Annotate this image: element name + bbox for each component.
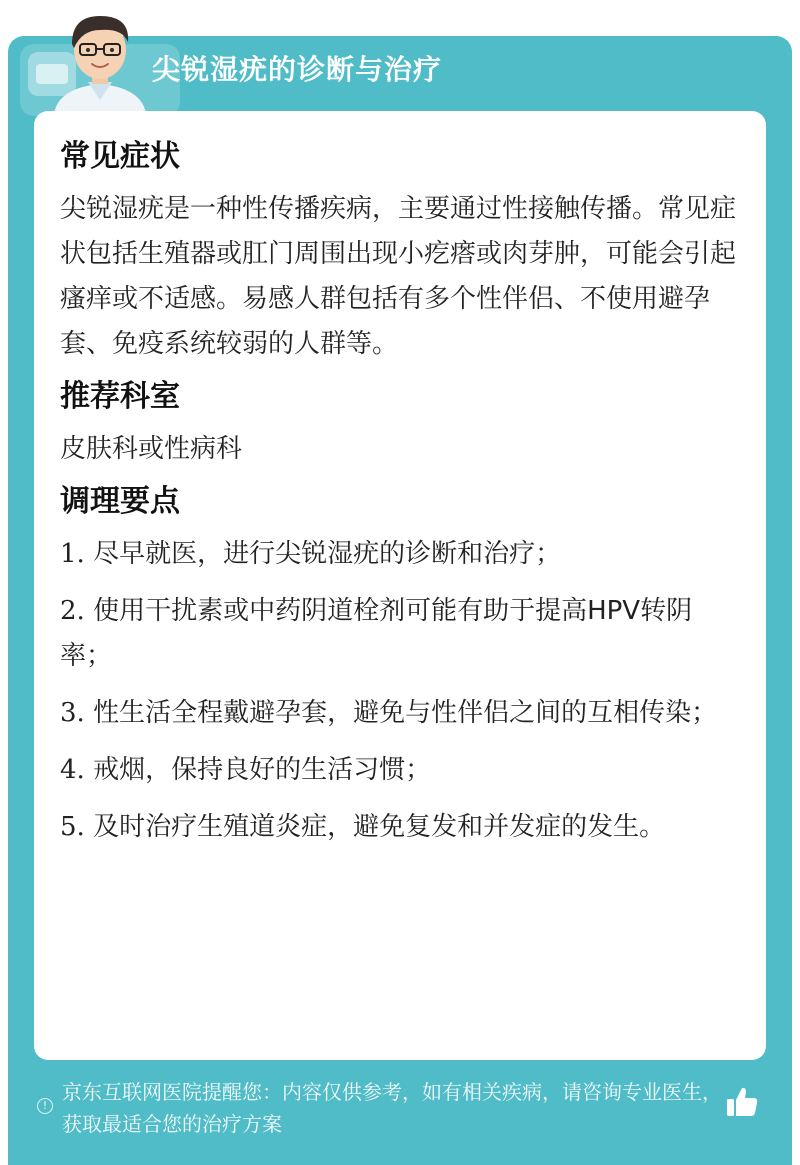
list-item-text: 戒烟，保持良好的生活习惯； — [93, 755, 432, 785]
list-item-number: 2. — [60, 596, 85, 626]
info-icon: ! — [37, 1098, 53, 1114]
list-item-number: 4. — [60, 755, 85, 785]
list-item — [60, 589, 740, 679]
page-title: 尖锐湿疣的诊断与治疗 — [152, 53, 443, 86]
care-list — [60, 532, 740, 850]
symptoms-text: 尖锐湿疣是一种性传播疾病，主要通过性接触传播。常见症状包括生殖器或肛门周围出现小疙瘩或肉芽肿，可能会引起瘙痒或不适感。易感人群包括有多个性伴侣、不使用避孕套、免疫系统较弱的人群等。 — [60, 194, 737, 359]
list-item — [60, 805, 740, 850]
list-item-text: 尽早就医，进行尖锐湿疣的诊断和治疗； — [93, 539, 562, 569]
list-item-number: 1. — [60, 539, 85, 569]
list-item-text: 及时治疗生殖道炎症，避免复发和并发症的发生。 — [93, 812, 666, 842]
list-item — [60, 691, 740, 736]
thumbs-up-icon[interactable] — [724, 1084, 760, 1120]
list-item-number: 5. — [60, 812, 85, 842]
list-item-text: 使用干扰素或中药阴道栓剂可能有助于提高HPV转阴率； — [60, 596, 693, 671]
department-heading: 推荐科室 — [60, 379, 180, 414]
doctor-avatar — [48, 8, 152, 114]
list-item — [60, 748, 740, 793]
list-item-number: 3. — [60, 698, 85, 728]
symptoms-heading: 常见症状 — [60, 139, 180, 174]
content-card — [34, 111, 766, 1060]
care-heading: 调理要点 — [60, 484, 180, 519]
footer-notice: 京东互联网医院提醒您：内容仅供参考，如有相关疾病，请咨询专业医生，获取最适合您的治疗方案 — [62, 1080, 722, 1136]
list-item — [60, 532, 740, 577]
list-item-text: 性生活全程戴避孕套，避免与性伴侣之间的互相传染； — [93, 698, 718, 728]
department-text: 皮肤科或性病科 — [60, 434, 243, 464]
